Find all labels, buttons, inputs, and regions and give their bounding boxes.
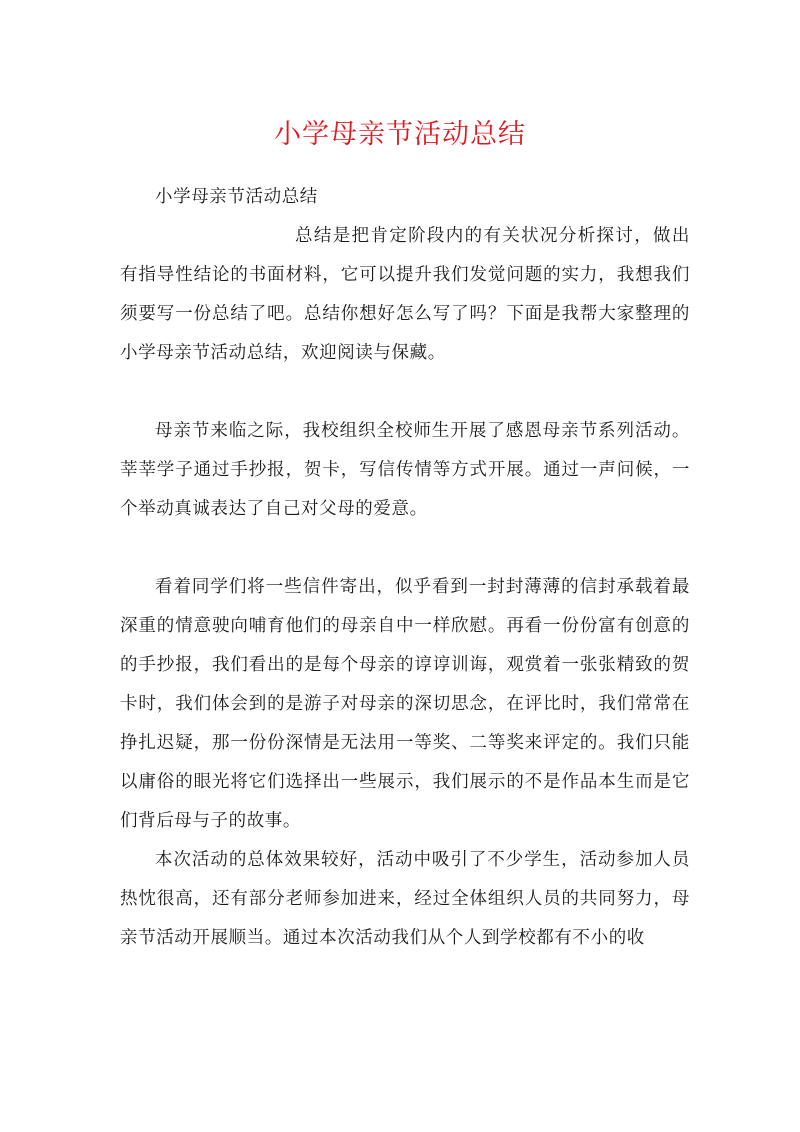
document-body [120, 178, 690, 958]
paragraph-reflection: 看着同学们将一些信件寄出，似乎看到一封封薄薄的信封承载着最深重的情意驶向哺育他们的母亲自中一样欣慰。再看一份份富有创意的的手抄报，我们看出的是每个母亲的谆谆训诲，观赏着一张张精致的贺卡时，我们体会到的是游子对母亲的深切思念，在评比时，我们常常在挣扎迟疑，那一份份深情是无法用一等奖、二等奖来评定的。我们只能以庸俗的眼光将它们选择出一些展示，我们展示的不是作品本生而是它们背后母与子的故事。 [120, 577, 690, 831]
document-title: 小学母亲节活动总结 [274, 119, 526, 150]
document-subtitle: 小学母亲节活动总结 [155, 187, 318, 207]
paragraph-summary: 本次活动的总体效果较好，活动中吸引了不少学生，活动参加人员热忱很高，还有部分老师参加进来，经过全体组织人员的共同努力，母亲节活动开展顺当。通过本次活动我们从个人到学校都有不小的收 [120, 850, 690, 948]
paragraph-intro: 总结是把肯定阶段内的有关状况分析探讨，做出有指导性结论的书面材料，它可以提升我们发觉问题的实力，我想我们须要写一份总结了吧。总结你想好怎么写了吗？下面是我帮大家整理的小学母亲节活动总结，欢迎阅读与保藏。 [120, 226, 690, 363]
paragraph-activity: 母亲节来临之际，我校组织全校师生开展了感恩母亲节系列活动。莘莘学子通过手抄报，贺卡，写信传情等方式开展。通过一声问候，一个举动真诚表达了自己对父母的爱意。 [120, 421, 690, 519]
